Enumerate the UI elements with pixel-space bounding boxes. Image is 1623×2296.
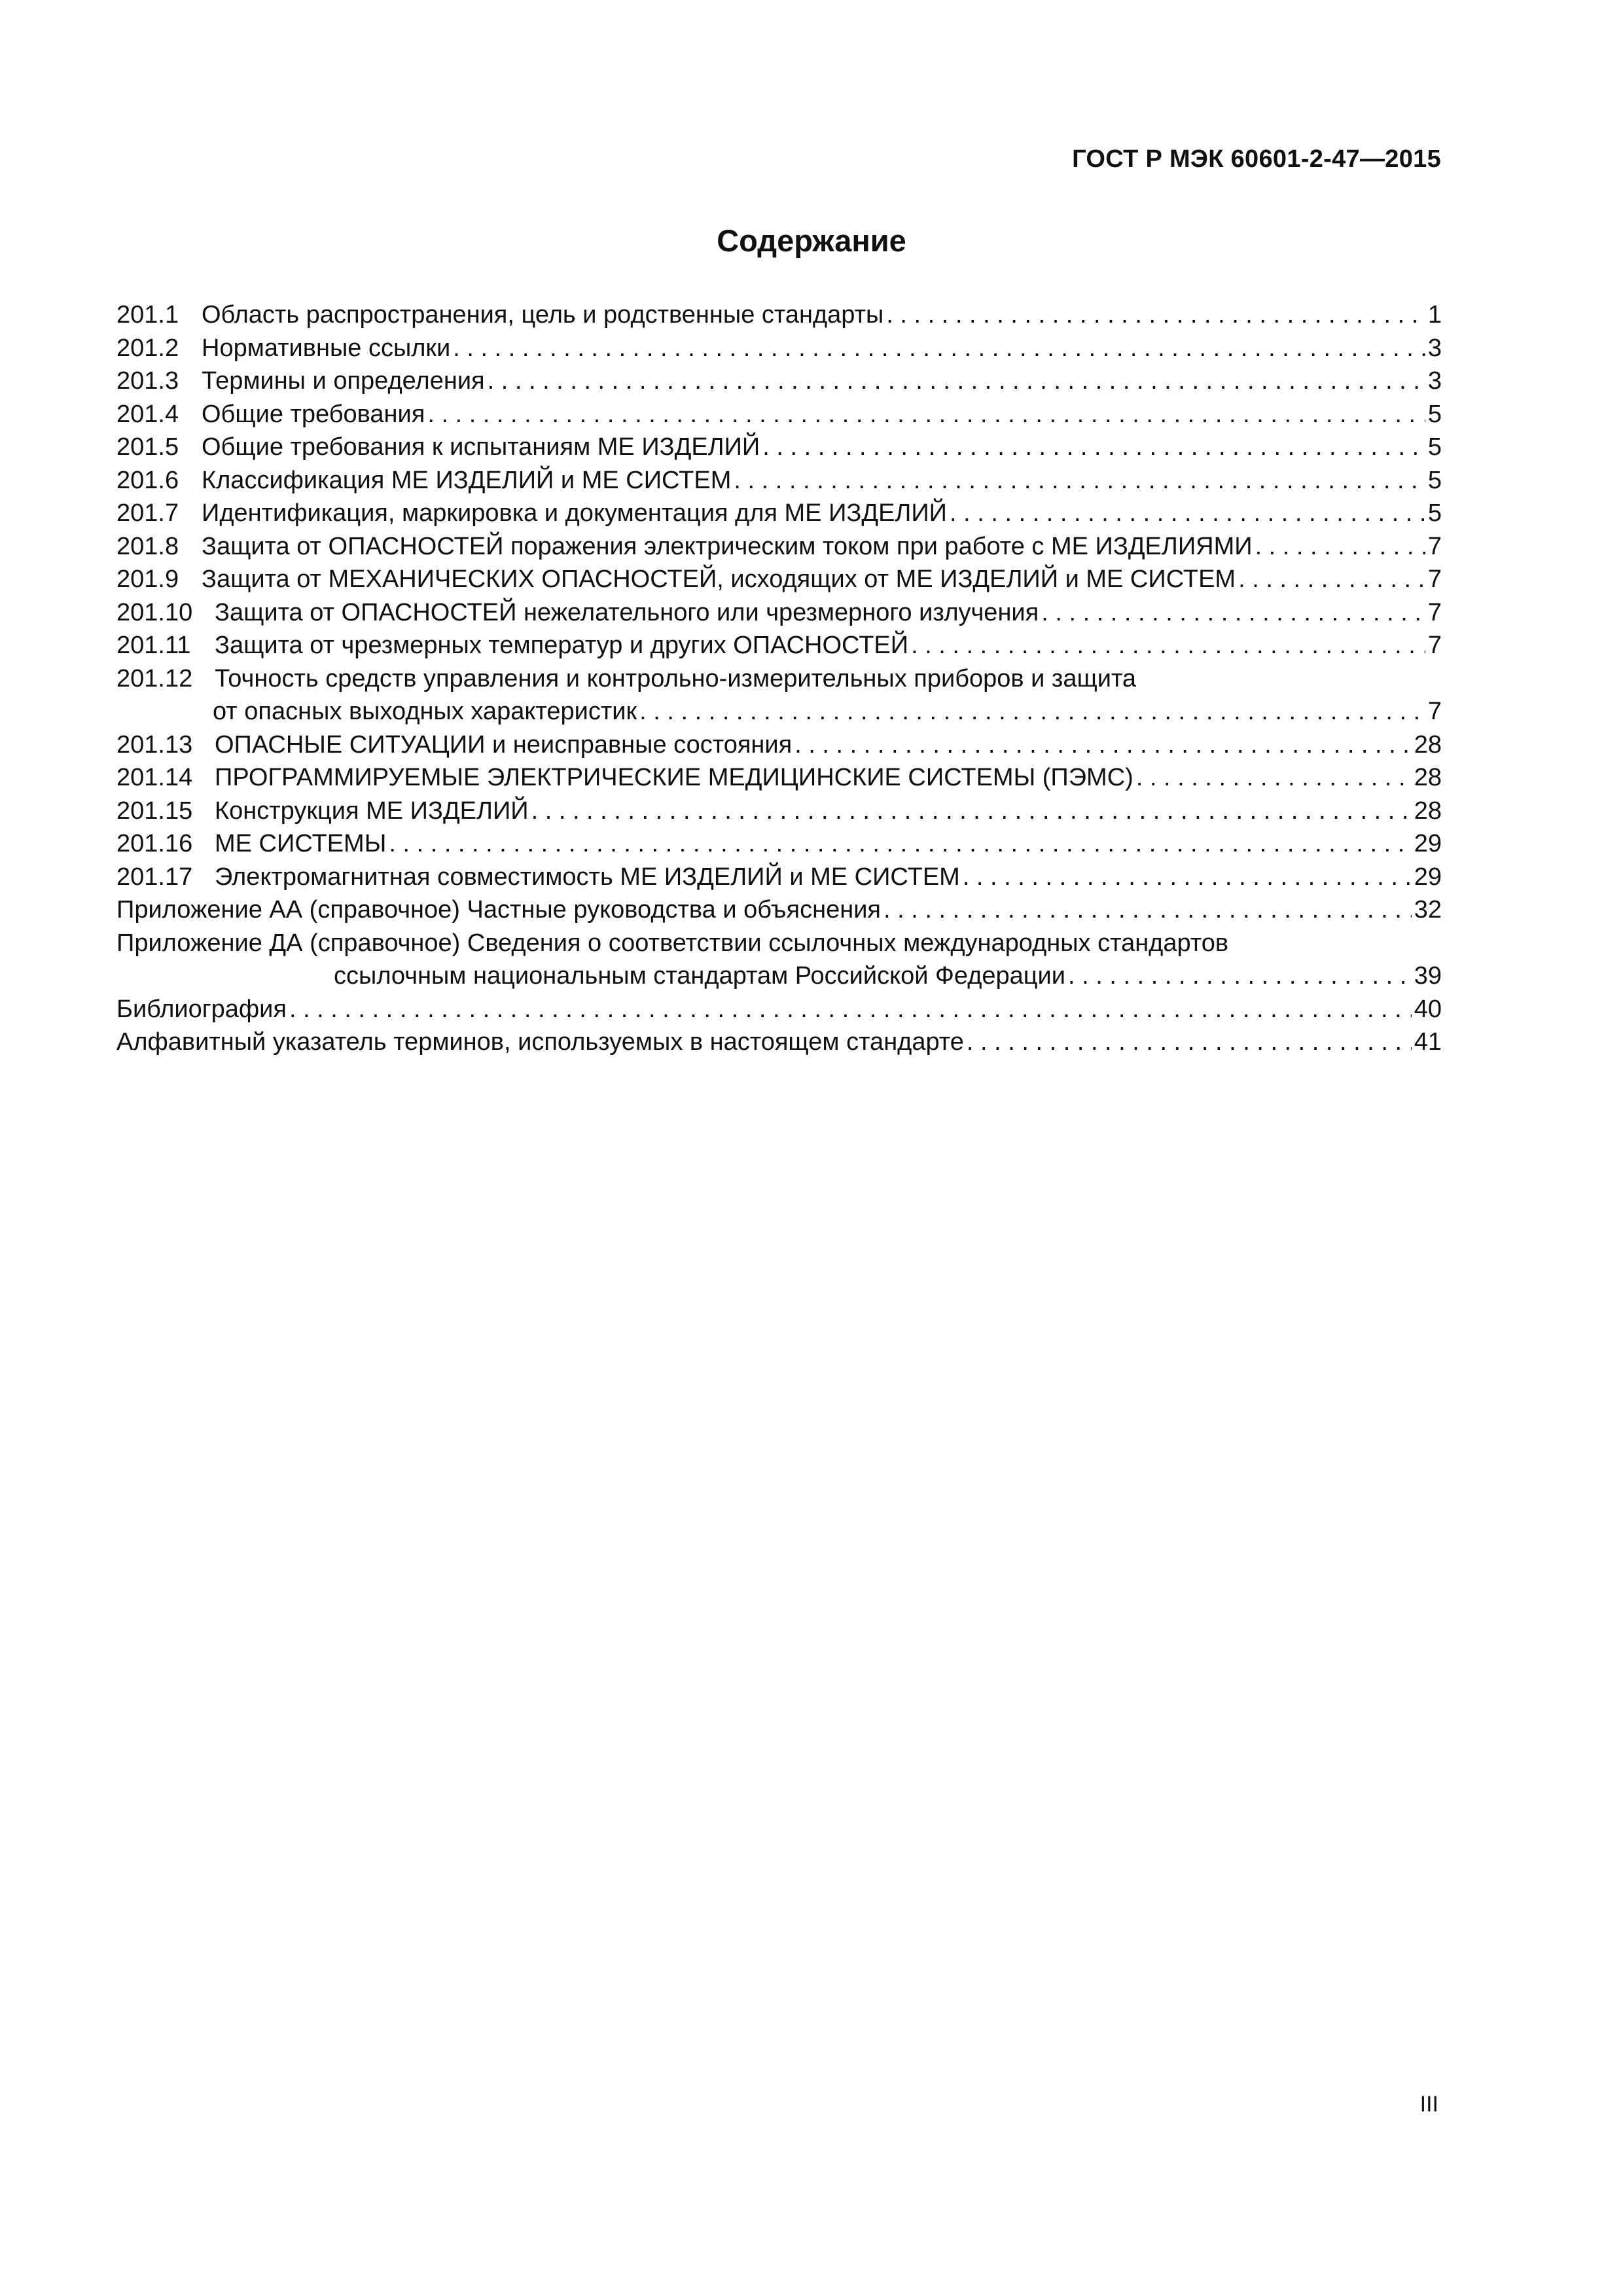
dot-leader (967, 1026, 1412, 1059)
toc-entry-number: 201.11 (116, 632, 191, 659)
toc-entry-page: 7 (1427, 598, 1442, 626)
dot-leader (883, 893, 1412, 927)
dot-leader (1238, 563, 1425, 596)
toc-entry-page: 7 (1427, 698, 1442, 725)
toc-entry[interactable] (116, 464, 1442, 497)
toc-entry-title: ПРОГРАММИРУЕМЫЕ ЭЛЕКТРИЧЕСКИЕ МЕДИЦИНСКИЕ СИСТЕМЫ (ПЭМС) (215, 764, 1133, 791)
toc-entry[interactable] (116, 761, 1442, 795)
toc-entry-page: 3 (1427, 334, 1442, 362)
dot-leader (794, 728, 1412, 762)
toc-entry-title: Идентификация, маркировка и документация для МЕ ИЗДЕЛИЙ (202, 499, 947, 527)
toc-entry-title-continued: ссылочным национальным стандартам Российской Федерации (334, 962, 1066, 990)
dot-leader (1041, 596, 1425, 630)
toc-entry-number: 201.13 (116, 730, 193, 759)
toc-entry-title: ОПАСНЫЕ СИТУАЦИИ и неисправные состояния (215, 730, 793, 759)
toc-entry-number: 201.3 (116, 367, 179, 395)
page-title: Содержание (717, 223, 906, 258)
toc-entry-page: 1 (1427, 301, 1442, 329)
toc-entry-number: 201.15 (116, 797, 193, 825)
toc-entry-title: Приложение ДА (справочное) Сведения о соответствии ссылочных международных стандартов (116, 929, 1229, 957)
toc-entry-page: 3 (1427, 367, 1442, 395)
toc-entry-number: 201.16 (116, 830, 193, 857)
toc-entry-title: Точность средств управления и контрольно-измерительных приборов и защита (215, 664, 1137, 692)
toc-entry-page: 29 (1414, 863, 1442, 891)
toc-entry[interactable] (116, 795, 1442, 828)
dot-leader (453, 332, 1425, 365)
toc-entry-number: 201.8 (116, 532, 179, 560)
toc-entry-title: Конструкция МЕ ИЗДЕЛИЙ (215, 797, 529, 825)
toc-entry-page: 39 (1414, 962, 1442, 990)
toc-entry-page: 7 (1427, 532, 1442, 560)
toc-entry-number: 201.10 (116, 598, 193, 626)
dot-leader (488, 365, 1425, 398)
dot-leader (911, 629, 1425, 662)
dot-leader (1136, 761, 1412, 795)
toc-entry-page: 5 (1427, 400, 1442, 428)
toc-entry-number: 201.17 (116, 863, 193, 891)
toc-entry[interactable] (116, 827, 1442, 861)
toc-entry-number: 201.12 (116, 664, 193, 692)
toc-entry-title: Общие требования к испытаниям МЕ ИЗДЕЛИЙ (202, 433, 760, 461)
toc-entry-title: МЕ СИСТЕМЫ (215, 830, 387, 857)
dot-leader (531, 795, 1412, 828)
toc-entry-page: 7 (1427, 565, 1442, 593)
toc-entry-title: Защита от МЕХАНИЧЕСКИХ ОПАСНОСТЕЙ, исходящих от МЕ ИЗДЕЛИЙ и МЕ СИСТЕМ (202, 565, 1236, 593)
toc-entry-number: 201.4 (116, 400, 179, 428)
toc-entry-page: 7 (1427, 632, 1442, 659)
toc-entry[interactable] (116, 927, 1442, 993)
toc-entry[interactable] (116, 332, 1442, 365)
toc-entry-number: 201.1 (116, 301, 179, 329)
toc-entry-page: 5 (1427, 433, 1442, 461)
toc-entry-number: 201.9 (116, 565, 179, 593)
toc-entry-number: 201.7 (116, 499, 179, 527)
dot-leader (886, 298, 1425, 332)
dot-leader (963, 861, 1412, 894)
toc-entry-number: 201.14 (116, 764, 193, 791)
dot-leader (289, 993, 1412, 1026)
toc-entry-number: 201.6 (116, 466, 179, 494)
toc-entry-title: Защита от чрезмерных температур и других ОПАСНОСТЕЙ (215, 632, 909, 659)
toc-entry-title: Область распространения, цель и родственные стандарты (202, 301, 884, 329)
toc-entry-page: 28 (1414, 730, 1442, 759)
toc-entry[interactable] (116, 1026, 1442, 1059)
toc-entry[interactable] (116, 398, 1442, 431)
toc-entry-title: Приложение АА (справочное) Частные руководства и объяснения (116, 896, 881, 924)
toc-entry[interactable] (116, 861, 1442, 894)
toc-entry-title: Защита от ОПАСНОСТЕЙ нежелательного или чрезмерного излучения (215, 598, 1039, 626)
toc-entry[interactable] (116, 662, 1442, 728)
toc-entry-title-continued: от опасных выходных характеристик (213, 698, 637, 725)
dot-leader (1068, 960, 1412, 993)
toc-entry-title: Классификация МЕ ИЗДЕЛИЙ и МЕ СИСТЕМ (202, 466, 732, 494)
dot-leader (1255, 530, 1425, 564)
toc-entry[interactable] (116, 728, 1442, 762)
toc-entry-page: 5 (1427, 466, 1442, 494)
dot-leader (950, 497, 1425, 530)
toc-entry-page: 40 (1414, 995, 1442, 1023)
toc-entry-page: 29 (1414, 830, 1442, 857)
toc-entry-title: Алфавитный указатель терминов, используемых в настоящем стандарте (116, 1028, 964, 1056)
toc-entry-title: Библиография (116, 995, 287, 1023)
toc-entry[interactable] (116, 497, 1442, 530)
toc-entry-page: 28 (1414, 797, 1442, 825)
toc-entry[interactable] (116, 596, 1442, 630)
toc-entry-number: 201.2 (116, 334, 179, 362)
toc-entry-title: Защита от ОПАСНОСТЕЙ поражения электрическим током при работе с МЕ ИЗДЕЛИЯМИ (202, 532, 1253, 560)
table-of-contents (116, 298, 1442, 1059)
toc-entry[interactable] (116, 563, 1442, 596)
dot-leader (427, 398, 1425, 431)
toc-entry[interactable] (116, 993, 1442, 1026)
toc-entry-page: 32 (1414, 896, 1442, 924)
toc-entry-page: 28 (1414, 764, 1442, 791)
toc-entry[interactable] (116, 893, 1442, 927)
toc-entry[interactable] (116, 629, 1442, 662)
toc-entry-number: 201.5 (116, 433, 179, 461)
dot-leader (762, 431, 1425, 464)
toc-entry-page: 41 (1414, 1028, 1442, 1056)
dot-leader (734, 464, 1425, 497)
toc-entry-page: 5 (1427, 499, 1442, 527)
page-number: III (1419, 2092, 1438, 2117)
toc-entry-title: Общие требования (202, 400, 425, 428)
toc-entry-title: Термины и определения (202, 367, 485, 395)
toc-entry-title: Электромагнитная совместимость МЕ ИЗДЕЛИЙ и МЕ СИСТЕМ (215, 863, 960, 891)
dot-leader (639, 695, 1425, 728)
dot-leader (389, 827, 1411, 861)
toc-entry[interactable] (116, 365, 1442, 398)
toc-entry[interactable] (116, 298, 1442, 332)
toc-entry[interactable] (116, 431, 1442, 464)
document-code: ГОСТ Р МЭК 60601-2-47—2015 (1072, 145, 1441, 173)
toc-entry[interactable] (116, 530, 1442, 564)
toc-entry-title: Нормативные ссылки (202, 334, 451, 362)
